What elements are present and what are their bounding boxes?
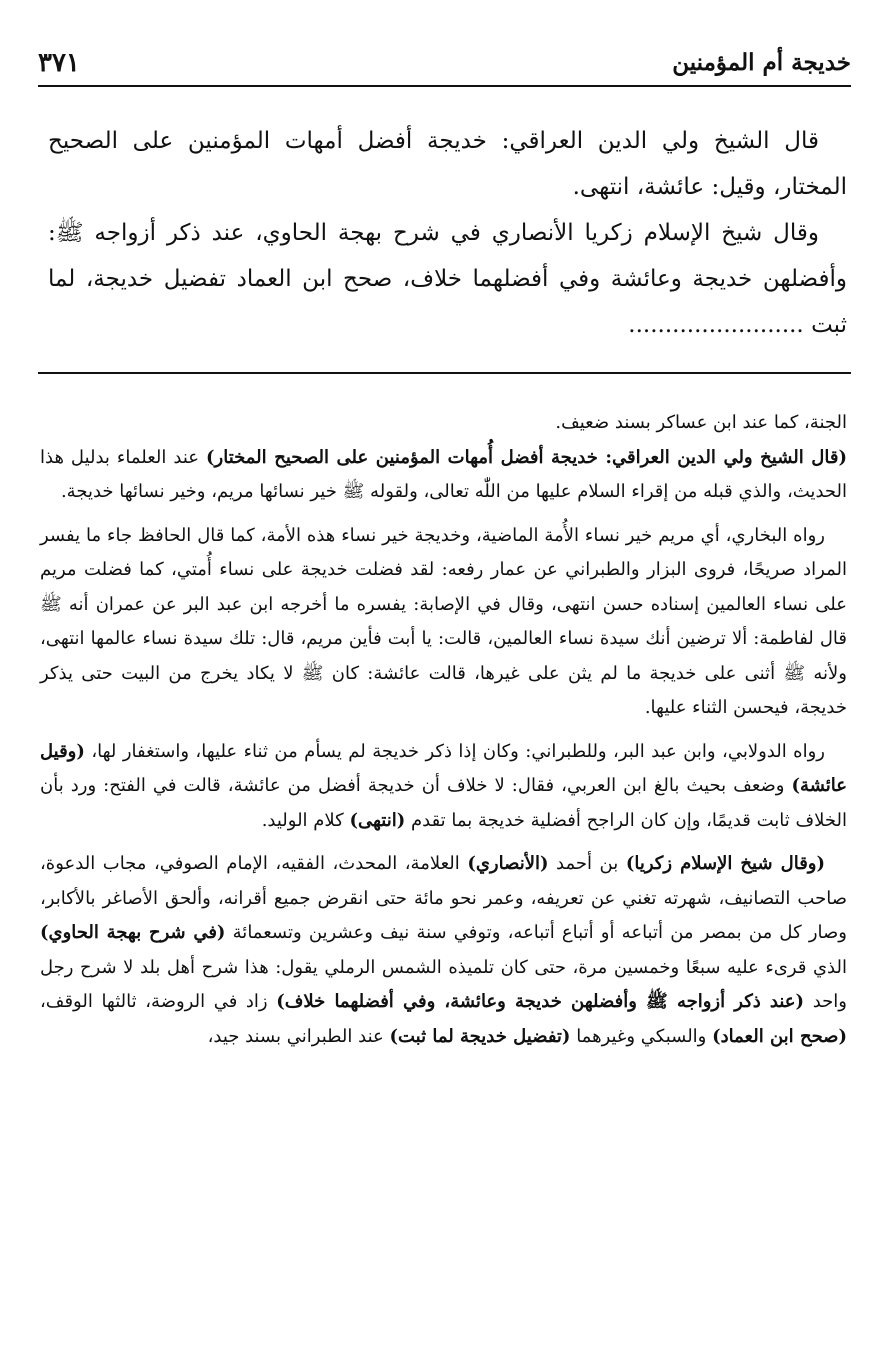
commentary-text: عند العلماء بدليل هذا الحديث، والذي قبله من إقراء السلام عليها من اللّٰه تعالى، ولقوله ﷺ خير نسائها مريم، وخير نسائها خديجة. — [40, 446, 847, 502]
chapter-title: خديجة أم المؤمنين — [672, 49, 851, 76]
commentary-text: بن أحمد — [556, 853, 619, 874]
running-header — [38, 40, 851, 87]
commentary-text: كلام الوليد. — [261, 809, 344, 831]
commentary-paragraph-4 — [40, 735, 847, 839]
commentary-text: والسبكي وغيرهما — [576, 1025, 707, 1047]
commentary-text: عند الطبراني بسند جيد، — [207, 1025, 384, 1047]
commentary-paragraph-5 — [40, 847, 847, 1054]
main-text-paragraph-2 — [48, 210, 847, 348]
section-divider — [38, 372, 851, 374]
main-text-paragraph-2-text: وقال شيخ الإسلام زكريا الأنصاري في شرح بهجة الحاوي، عند ذكر أزواجه ﷺ: وأفضلهن خديجة وعائشة وفي أفضلهما خلاف، صحح ابن العماد تفضيل خديجة، لما ثبت — [48, 220, 847, 338]
commentary-text: العلامة، المحدث، الفقيه، الإمام الصوفي، مجاب الدعوة، صاحب التصانيف، شهرته تغني عن تعريفه، وعمر نحو مائة حتى انقرض جميع أقرانه، وألحق الأصاغر بالأكابر، وصار كل من بمصر من أتباعه أو أتباع أتباعه، وتوفي سنة نيف وعشرين وتسعمائة — [40, 853, 847, 943]
quoted-lemma: (في شرح بهجة الحاوي) — [40, 922, 226, 943]
page-number: ٣٧١ — [38, 47, 80, 78]
quoted-lemma: (عند ذكر أزواجه ﷺ وأفضلهن خديجة وعائشة، وفي أفضلهما خلاف) — [276, 991, 805, 1012]
quoted-lemma: (الأنصاري) — [467, 853, 549, 874]
commentary-text: الذي قرىء عليه سبعًا وخمسين مرة، حتى كان تلميذه الشمس الرملي يقول: هذا شرح أهل بلد لا شرح رجل واحد — [40, 956, 847, 1012]
commentary-text: زاد في الروضة، ثالثها الوقف، — [40, 991, 268, 1012]
quoted-lemma: (وقيل عائشة) — [40, 740, 847, 796]
commentary-block — [40, 406, 847, 1054]
commentary-paragraph-1: الجنة، كما عند ابن عساكر بسند ضعيف. — [555, 412, 847, 433]
quoted-lemma: (قال الشيخ ولي الدين العراقي: خديجة أفضل أُمهات المؤمنين على الصحيح المختار) — [206, 446, 847, 468]
main-text-block — [48, 118, 847, 348]
commentary-paragraph-2 — [40, 441, 847, 510]
ellipsis-dots: ........................ — [628, 312, 804, 338]
quoted-lemma: (صحح ابن العماد) — [712, 1025, 847, 1047]
commentary-text: وضعف بحيث بالغ ابن العربي، فقال: لا خلاف أن خديجة أفضل من عائشة، قالت في الفتح: ورد بأن الخلاف ثابت قديمًا، وإن كان الراجح أفضلية خديجة بما تقدم — [40, 775, 847, 831]
main-text-paragraph-1: قال الشيخ ولي الدين العراقي: خديجة أفضل أمهات المؤمنين على الصحيح المختار، وقيل: عائشة، انتهى. — [48, 128, 847, 200]
quoted-lemma: (تفضيل خديجة لما ثبت) — [389, 1025, 571, 1047]
quoted-lemma: (وقال شيخ الإسلام زكريا) — [625, 853, 826, 874]
commentary-paragraph-3: رواه البخاري، أي مريم خير نساء الأُمة الماضية، وخديجة خير نساء هذه الأمة، كما قال الحافظ جاء ما يفسر المراد صريحًا، فروى البزار والطبراني عن عمار رفعه: لقد فضلت خديجة على نساء أُمتي، كما فضلت مريم على نساء العالمين إسناده حسن انتهى، وقال في الإصابة: يفسره ما أخرجه ابن عبد البر عن عمران أنه ﷺ قال لفاطمة: ألا ترضين أنك سيدة نساء العالمين، قالت: يا أبت فأين مريم، قال: تلك سيدة نساء عالمها انتهى، ولأنه ﷺ أثنى على خديجة ما لم يثن على غيرها، قالت عائشة: كان ﷺ لا يكاد يخرج من البيت حتى يذكر خديجة، فيحسن الثناء عليها. — [40, 524, 847, 718]
quoted-lemma: (انتهى) — [349, 809, 406, 831]
commentary-text: رواه الدولابي، وابن عبد البر، وللطبراني: وكان إذا ذكر خديجة لم يسأم من ثناء عليها، واستغفار لها، — [91, 740, 825, 762]
